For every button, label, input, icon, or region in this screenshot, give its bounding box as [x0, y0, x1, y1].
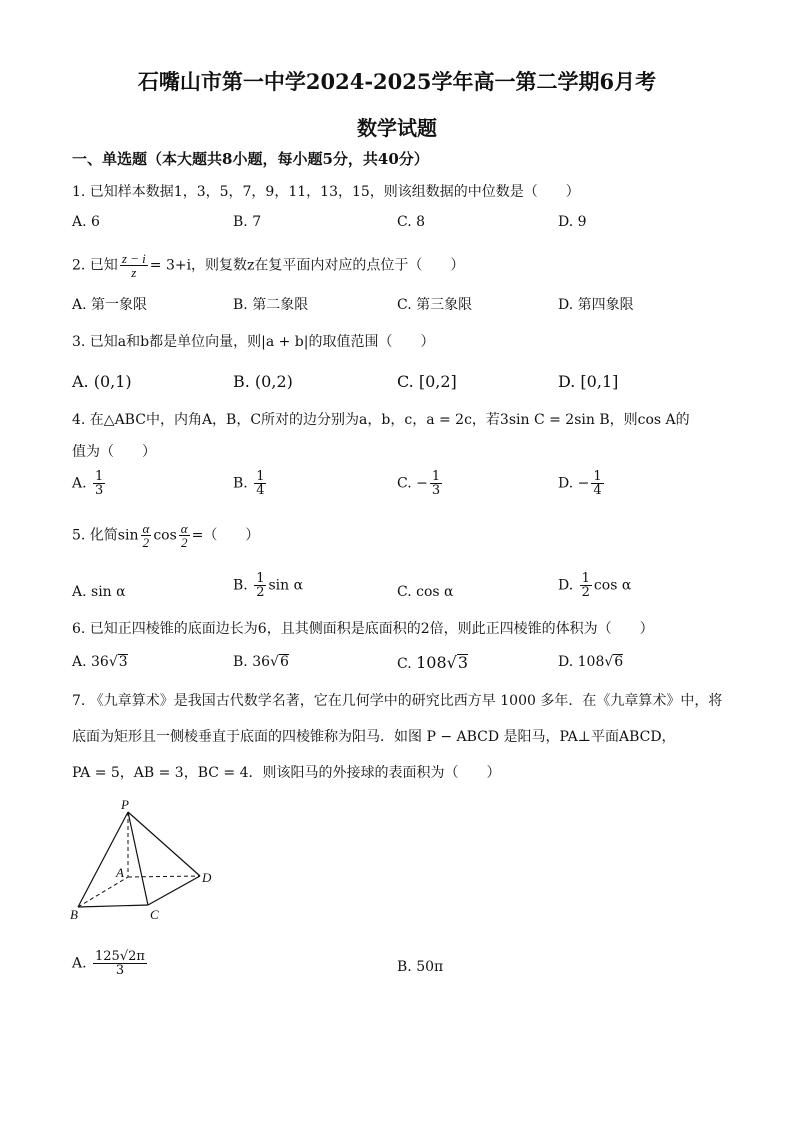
q4-option-d: D. − $\frac{1}{4}$ — [558, 469, 602, 498]
q5-frac-1: $\frac{\alpha}{2}$ — [142, 521, 150, 550]
q3-option-c: C. [0,2] — [397, 372, 457, 391]
label-p: P — [121, 797, 129, 812]
q7-option-a: A. $\frac{125√2\pi}{3}$ — [72, 949, 145, 978]
q2-frac-num: z − i — [121, 251, 146, 266]
q3-option-a: A. (0,1) — [72, 372, 132, 391]
q2-frac-den: z — [120, 265, 148, 279]
q2-option-c: C. 第三象限 — [397, 297, 473, 313]
q4-a-fraction: $\frac{1}{3}$ — [95, 469, 104, 498]
exam-title: 石嘴山市第一中学2024-2025学年高一第二学期6月考 — [137, 69, 657, 94]
q5-frac-2: $\frac{\alpha}{2}$ — [180, 521, 188, 550]
q4-c-fraction: $\frac{1}{3}$ — [431, 469, 441, 498]
question-7-line1: 7. 《九章算术》是我国古代数学名著，它在几何学中的研究比西方早 1000 多年．在《九章算术》中，将 — [72, 693, 723, 709]
q2-suffix: = 3+i，则复数z在复平面内对应的点位于（ ） — [149, 257, 465, 274]
question-6: 6. 已知正四棱锥的底面边长为6，且其侧面积是底面积的2倍，则此正四棱锥的体积为（ ） — [72, 621, 654, 637]
q4-option-a: A. $\frac{1}{3}$ — [72, 469, 104, 498]
q1-option-c: C. 8 — [397, 214, 426, 230]
q5-option-a: A. sin α — [72, 584, 126, 600]
q2-option-a: A. 第一象限 — [72, 297, 148, 313]
question-4-line2: 值为（ ） — [72, 444, 156, 460]
q5-option-c: C. cos α — [397, 584, 454, 600]
question-5: 5. 化简sin $\frac{\alpha}{2}$ cos $\frac{\alpha}{2}$ =（ ） — [72, 521, 260, 550]
q2-fraction — [120, 252, 148, 279]
q1-option-b: B. 7 — [233, 214, 262, 230]
q6-option-b: B. 36√6 — [233, 654, 289, 670]
q4-b-fraction: $\frac{1}{4}$ — [256, 469, 265, 498]
q6-option-d: D. 108√6 — [558, 654, 624, 670]
q3-option-b: B. (0,2) — [233, 372, 293, 391]
exam-subtitle: 数学试题 — [357, 116, 437, 140]
q6-option-a: A. 36√3 — [72, 654, 128, 670]
q5-option-b: B. $\frac{1}{2}$ sin α — [233, 571, 304, 600]
q2-prefix: 2. 已知 — [72, 257, 118, 274]
q1-option-d: D. 9 — [558, 214, 587, 230]
q2-option-b: B. 第二象限 — [233, 297, 309, 313]
q4-option-b: B. $\frac{1}{4}$ — [233, 469, 265, 498]
q6-option-c: C. 108√3 — [397, 653, 469, 672]
q1-option-a: A. 6 — [72, 214, 100, 230]
question-7-line2: 底面为矩形且一侧棱垂直于底面的四棱锥称为阳马．如图 P − ABCD 是阳马，PA⊥平面ABCD， — [72, 729, 676, 745]
q4-d-fraction: $\frac{1}{4}$ — [593, 469, 602, 498]
question-4-line1: 4. 在△ABC中，内角A，B，C所对的边分别为a，b，c，a = 2c，若3sin C = 2sin B，则cos A的 — [72, 412, 690, 428]
label-d: D — [202, 870, 212, 885]
pyramid-figure — [68, 795, 228, 925]
label-b: B — [70, 907, 78, 922]
section-heading: 一、单选题（本大题共8小题，每小题5分，共40分） — [72, 150, 429, 168]
label-c: C — [150, 907, 159, 922]
question-1: 1. 已知样本数据1，3，5，7，9，11，13，15，则该组数据的中位数是（ ） — [72, 184, 580, 200]
question-3: 3. 已知a和b都是单位向量，则|a + b|的取值范围（ ） — [72, 334, 435, 350]
question-2 — [72, 252, 464, 279]
q3-option-d: D. [0,1] — [558, 372, 619, 391]
q5-option-d: D. $\frac{1}{2}$ cos α — [558, 571, 632, 600]
question-7-line3: PA = 5，AB = 3，BC = 4．则该阳马的外接球的表面积为（ ） — [72, 765, 501, 781]
q7-option-b: B. 50π — [397, 959, 444, 975]
q4-option-c: C. − $\frac{1}{3}$ — [397, 469, 441, 498]
q2-option-d: D. 第四象限 — [558, 297, 634, 313]
label-a: A — [116, 865, 124, 880]
